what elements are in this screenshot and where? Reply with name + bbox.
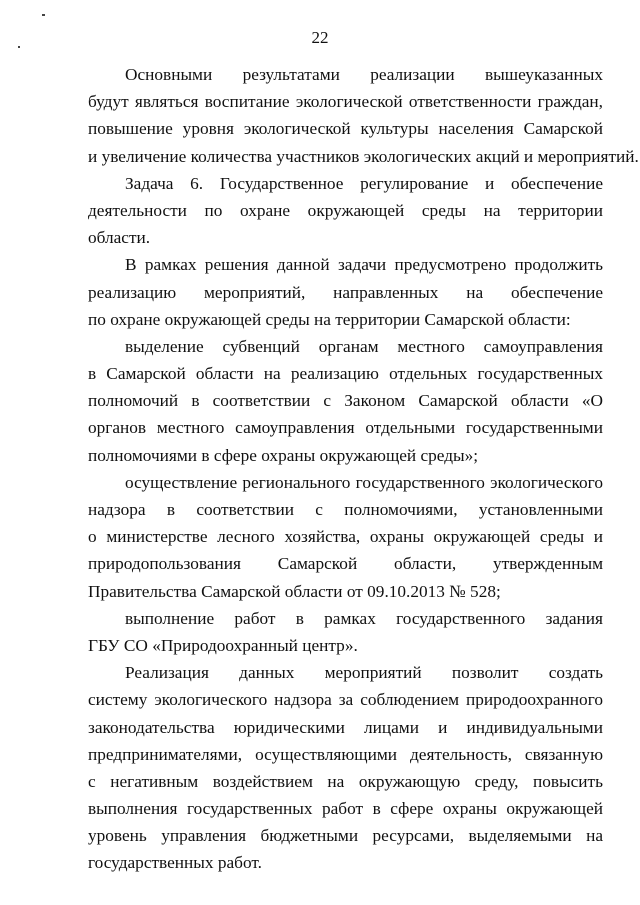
- text-line: Реализация данных мероприятий позволит создать: [125, 663, 603, 683]
- text-line: выполнение работ в рамках государственного задания: [125, 608, 603, 628]
- text-line: ГБУ СО «Природоохранный центр».: [88, 635, 358, 655]
- paragraph: [88, 333, 603, 469]
- text-line: надзора в соответствии с полномочиями, установленными: [88, 500, 603, 519]
- text-line: о министерстве лесного хозяйства, охраны окружающей среды и: [88, 527, 603, 547]
- text-line: полномочиями в сфере охраны окружающей среды»;: [88, 445, 479, 465]
- text-line: выполнения государственных работ в сфере охраны окружающей: [88, 799, 603, 819]
- text-line: Правительства Самарской области от 09.10.2013 № 528;: [88, 581, 501, 601]
- text-line: реализацию мероприятий, направленных на обеспечение: [88, 282, 603, 302]
- paragraph: [88, 61, 639, 170]
- text-line: выделение субвенций органам местного самоуправления: [125, 336, 603, 356]
- text-line: предпринимателями, осуществляющими деятельность, связанную: [88, 744, 603, 764]
- document-body: [88, 61, 639, 877]
- text-line: систему экологического надзора за соблюдением природоохранного: [88, 690, 603, 710]
- scan-speck: [18, 46, 20, 48]
- text-line: законодательства юридическими лицами и индивидуальными: [88, 717, 603, 737]
- paragraph: [88, 170, 603, 252]
- text-line: государственных работ.: [88, 853, 262, 873]
- text-line: Основными результатами реализации вышеуказанных: [125, 65, 603, 84]
- text-line: полномочий в соответствии с Законом Самарской области «О: [88, 391, 603, 411]
- text-line: деятельности по охране окружающей среды на территории: [88, 200, 603, 220]
- text-line: области.: [88, 228, 151, 248]
- text-line: осуществление регионального государственного экологического: [125, 472, 603, 492]
- text-line: по охране окружающей среды на территории Самарской области:: [88, 309, 571, 329]
- text-line: повышение уровня экологической культуры населения Самарской: [88, 119, 603, 139]
- text-line: будут являться воспитание экологической ответственности граждан,: [88, 92, 603, 112]
- text-line: Задача 6. Государственное регулирование и обеспечение: [125, 173, 603, 193]
- text-line: В рамках решения данной задачи предусмотрено продолжить: [125, 255, 603, 275]
- text-line: природопользования Самарской области, утвержденным: [88, 554, 603, 574]
- scan-speck: [42, 14, 45, 16]
- text-line: с негативным воздействием на окружающую среду, повысить: [88, 771, 603, 791]
- text-line: уровень управления бюджетными ресурсами, выделяемыми на: [88, 826, 603, 846]
- text-line: в Самарской области на реализацию отдельных государственных: [88, 364, 603, 384]
- paragraph: [88, 251, 603, 333]
- paragraph: [88, 659, 603, 877]
- paragraph: [88, 605, 603, 659]
- paragraph: [88, 469, 603, 605]
- text-line: органов местного самоуправления отдельными государственными: [88, 418, 603, 438]
- text-line: и увеличение количества участников экологических акций и мероприятий.: [88, 146, 639, 166]
- page-number: 22: [311, 28, 329, 47]
